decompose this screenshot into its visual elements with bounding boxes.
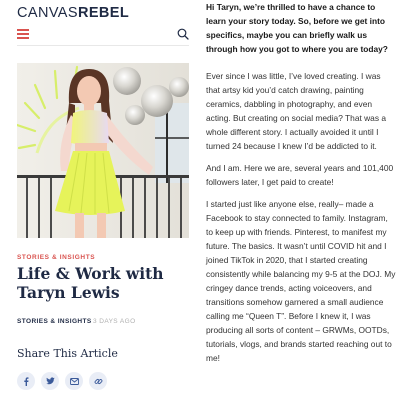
site-logo[interactable]	[17, 5, 129, 21]
interview-panel	[200, 0, 400, 400]
interview-body	[206, 0, 396, 373]
share-buttons	[17, 372, 107, 390]
logo-part-rebel: REBEL	[77, 5, 130, 21]
facebook-icon	[22, 377, 30, 386]
search-icon[interactable]	[177, 27, 189, 39]
hamburger-menu-icon[interactable]	[17, 29, 29, 39]
publish-date: 3 DAYS AGO	[93, 318, 136, 325]
interview-question: Hi Taryn, we’re thrilled to have a chance to learn your story today. So, before we get into specifics, maybe you can briefly walk us through how you got to where you are today?	[206, 2, 388, 54]
header-divider	[17, 45, 189, 46]
share-heading: Share This Article	[17, 347, 118, 360]
link-icon	[94, 377, 103, 386]
answer-paragraph-2: And I am. Here we are, several years and 101,400 followers later, I get paid to create!	[206, 163, 394, 187]
email-icon	[70, 378, 79, 385]
logo-part-canvas: CANVAS	[17, 5, 78, 21]
twitter-icon	[46, 377, 55, 385]
answer-paragraph-3: I started just like anyone else, really– made a Facebook to stay connected to family. Instagram, to keep up with friends. Pinterest, to manifest my future. The basics. It wasn’t until COVID hit and I joined TikTok in 2020, that I started creating consistently while balancing my 9-5 at the DOJ. My cringey dance trends, acting voiceovers, and transitions somehow garnered a small audience calling me “Queen T”. Before I knew it, I was producing all sorts of content – GRWMs, OOTDs, tutorials, vlogs, and brands started reaching out to me!	[206, 199, 396, 363]
answer-paragraph-1: Ever since I was little, I’ve loved creating. I was that artsy kid you’d catch drawing, painting ceramics, dabbling in photography, and even acting. But creating on social media? That was a whole different story. I actually avoided it until I turned 24 because I knew I’d be addicted to it.	[206, 71, 387, 151]
facebook-share-button[interactable]	[17, 372, 35, 390]
copy-link-button[interactable]	[89, 372, 107, 390]
email-share-button[interactable]	[65, 372, 83, 390]
meta-category-link[interactable]: STORIES & INSIGHTS	[17, 318, 92, 325]
twitter-share-button[interactable]	[41, 372, 59, 390]
hero-photo	[17, 63, 189, 238]
article-title: Life & Work with Taryn Lewis	[17, 264, 164, 302]
article-category[interactable]: STORIES & INSIGHTS	[17, 254, 96, 261]
